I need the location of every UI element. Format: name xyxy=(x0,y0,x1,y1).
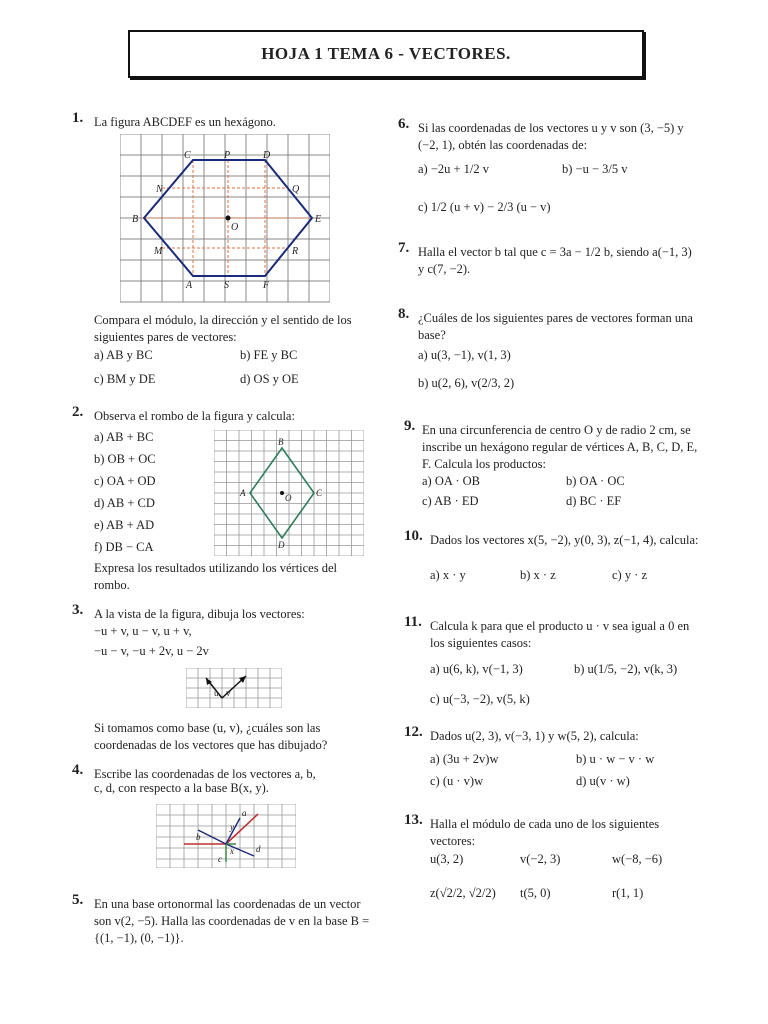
rhombus-label-A: A xyxy=(240,488,246,498)
ex9-item-a: a) OA · OB xyxy=(422,474,480,488)
ex8-number: 8. xyxy=(398,306,410,322)
ex2-outro: Expresa los resultados utilizando los vértices del rombo. xyxy=(94,561,337,592)
ex2-intro: Observa el rombo de la figura y calcula: xyxy=(94,409,295,423)
vector-u-label: u xyxy=(214,688,219,698)
ex2-item-d: d) AB + CD xyxy=(94,496,155,510)
ex9-item-c: c) AB · ED xyxy=(422,494,479,508)
ex11-number: 11. xyxy=(404,614,422,630)
ex2-item-b: b) OB + OC xyxy=(94,452,156,466)
label-O: O xyxy=(231,222,239,233)
ex13-text: Halla el módulo de cada uno de los siguientes vectores: xyxy=(430,817,660,848)
ex1-item-b: b) FE y BC xyxy=(240,348,298,362)
vector-c-label: c xyxy=(218,854,222,864)
label-C: C xyxy=(184,150,191,161)
vector-a-label: a xyxy=(242,808,247,818)
label-R: R xyxy=(292,246,299,257)
ex10-item-b: b) x · z xyxy=(520,568,556,582)
label-P: P xyxy=(224,150,231,161)
ex12-item-d: d) u(v · w) xyxy=(576,774,630,788)
ex9-text: En una circunferencia de centro O y de radio 2 cm, se inscribe un hexágono regular de vértices A, B, C, D, E, F. Calcula los productos: xyxy=(422,423,698,471)
ex11-text: Calcula k para que el producto u · v sea igual a 0 en los siguientes casos: xyxy=(430,619,690,650)
ex1-item-c: c) BM y DE xyxy=(94,372,156,386)
ex6-item-b: b) −u − 3/5 v xyxy=(562,162,628,176)
ex12-number: 12. xyxy=(404,724,423,740)
rhombus-label-O: O xyxy=(285,493,292,503)
ex2-item-a: a) AB + BC xyxy=(94,430,154,444)
ex6-item-a: a) −2u + 1/2 v xyxy=(418,162,490,176)
ex4-number: 4. xyxy=(72,762,84,778)
ex13-item-z: z(√2/2, √2/2) xyxy=(430,886,496,900)
label-Q: Q xyxy=(292,184,300,195)
ex13-number: 13. xyxy=(404,812,423,828)
label-M: M xyxy=(154,246,163,257)
ex3-line1: −u + v, u − v, u + v, xyxy=(94,624,192,638)
ex1-item-a: a) AB y BC xyxy=(94,348,153,362)
label-N: N xyxy=(156,184,163,195)
ex3-number: 3. xyxy=(72,602,84,618)
ex13-item-w: w(−8, −6) xyxy=(612,852,663,866)
basis-figure xyxy=(156,804,296,868)
ex1-item-d: d) OS y OE xyxy=(240,372,299,386)
ex12-item-b: b) u · w − v · w xyxy=(576,752,655,766)
label-S: S xyxy=(224,280,229,291)
rhombus-figure xyxy=(214,430,364,556)
ex1-number: 1. xyxy=(72,110,84,126)
vector-b-label: b xyxy=(196,832,201,842)
ex9-number: 9. xyxy=(404,418,416,434)
ex8-text: ¿Cuáles de los siguientes pares de vectores forman una base? xyxy=(418,311,693,342)
ex9-item-d: d) BC · EF xyxy=(566,494,622,508)
ex11-item-a: a) u(6, k), v(−1, 3) xyxy=(430,662,523,676)
ex7-number: 7. xyxy=(398,240,410,256)
ex12-text: Dados u(2, 3), v(−3, 1) y w(5, 2), calcula: xyxy=(430,729,639,743)
ex2-number: 2. xyxy=(72,404,84,420)
ex3-outro: Si tomamos como base (u, v), ¿cuáles son las coordenadas de los vectores que has dibujado? xyxy=(94,721,328,752)
ex10-item-a: a) x · y xyxy=(430,568,466,582)
rhombus-label-D: D xyxy=(278,540,285,550)
ex11-item-c: c) u(−3, −2), v(5, k) xyxy=(430,692,530,706)
ex10-text: Dados los vectores x(5, −2), y(0, 3), z(−1, 4), calcula: xyxy=(430,533,699,547)
ex1-intro: La figura ABCDEF es un hexágono. xyxy=(94,115,276,129)
ex6-number: 6. xyxy=(398,116,410,132)
label-F: F xyxy=(263,280,270,291)
ex5-text: En una base ortonormal las coordenadas de un vector son v(2, −5). Halla las coordenadas de v en la base B = {(1, −1), (0, −1)}. xyxy=(94,897,370,945)
ex6-item-c: c) 1/2 (u + v) − 2/3 (u − v) xyxy=(418,200,551,214)
vector-d-label: d xyxy=(256,844,261,854)
vector-y-label: y xyxy=(230,822,234,832)
ex4-intro2: c, d, con respecto a la base B(x, y). xyxy=(94,781,269,795)
rhombus-label-B: B xyxy=(278,437,284,447)
ex13-item-r: r(1, 1) xyxy=(612,886,644,900)
ex8-item-a: a) u(3, −1), v(1, 3) xyxy=(418,348,511,362)
ex4-intro: Escribe las coordenadas de los vectores a, b, xyxy=(94,767,316,781)
ex5-number: 5. xyxy=(72,892,84,908)
page-title: HOJA 1 TEMA 6 - VECTORES. xyxy=(128,30,644,78)
ex12-item-c: c) (u · v)w xyxy=(430,774,484,788)
ex10-number: 10. xyxy=(404,528,423,544)
ex13-item-t: t(5, 0) xyxy=(520,886,551,900)
label-D: D xyxy=(263,150,271,161)
ex13-item-v: v(−2, 3) xyxy=(520,852,561,866)
rhombus-label-C: C xyxy=(316,488,323,498)
label-B: B xyxy=(132,214,139,225)
ex2-item-c: c) OA + OD xyxy=(94,474,156,488)
uv-figure xyxy=(186,668,282,708)
ex8-item-b: b) u(2, 6), v(2/3, 2) xyxy=(418,376,515,390)
vector-v-label: v xyxy=(226,688,231,698)
ex6-text: Si las coordenadas de los vectores u y v son (3, −5) y (−2, 1), obtén las coordenadas de: xyxy=(418,121,684,152)
ex9-item-b: b) OA · OC xyxy=(566,474,625,488)
ex13-item-u: u(3, 2) xyxy=(430,852,464,866)
ex7-text: Halla el vector b tal que c = 3a − 1/2 b, siendo a(−1, 3) y c(7, −2). xyxy=(418,245,692,276)
ex10-item-c: c) y · z xyxy=(612,568,648,582)
ex3-line2: −u − v, −u + 2v, u − 2v xyxy=(94,644,209,658)
ex1-prompt: Compara el módulo, la dirección y el sentido de los siguientes pares de vectores: xyxy=(94,313,352,344)
ex3-intro: A la vista de la figura, dibuja los vectores: xyxy=(94,607,305,621)
ex2-item-e: e) AB + AD xyxy=(94,518,155,532)
ex2-item-f: f) DB − CA xyxy=(94,540,154,554)
ex12-item-a: a) (3u + 2v)w xyxy=(430,752,499,766)
ex11-item-b: b) u(1/5, −2), v(k, 3) xyxy=(574,662,678,676)
vector-x-label: x xyxy=(230,846,234,856)
label-A: A xyxy=(186,280,193,291)
label-E: E xyxy=(315,214,322,225)
hexagon-figure xyxy=(120,134,330,304)
